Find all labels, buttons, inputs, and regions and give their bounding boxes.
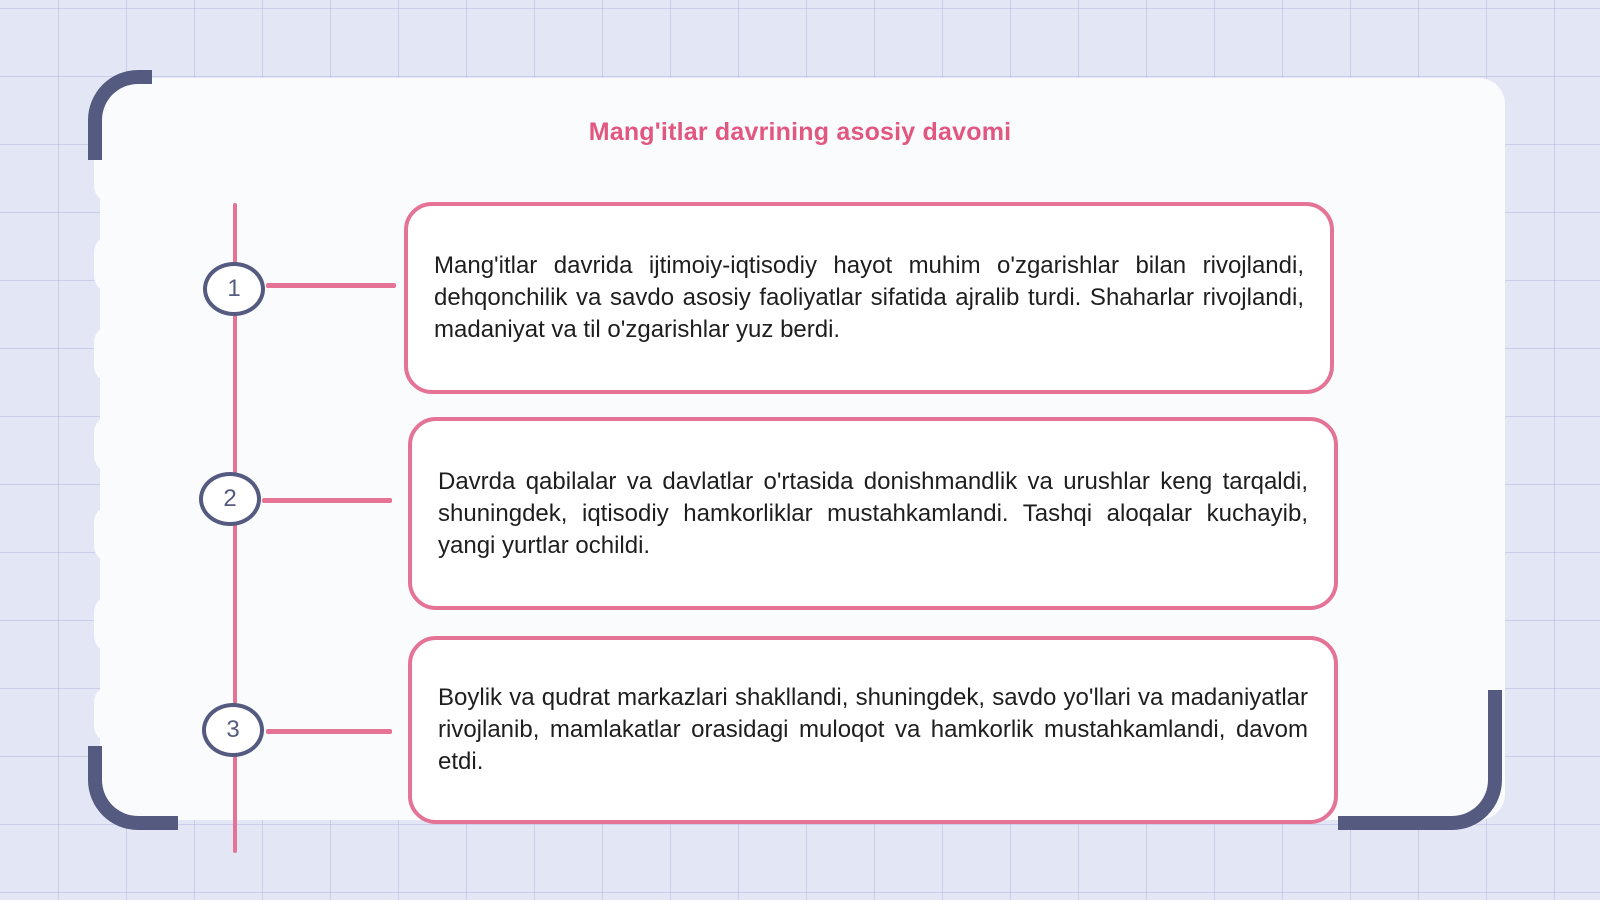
step-box-1 — [404, 202, 1334, 394]
step-text-2: Davrda qabilalar va davlatlar o'rtasida donishmandlik va urushlar keng tarqaldi, shuningdek, iqtisodiy hamkorliklar mustahkamlandi. Tashqi aloqalar kuchayib, yangi yurtlar ochildi. — [438, 467, 1308, 559]
page-scallop — [94, 596, 126, 652]
step-box-3 — [408, 636, 1338, 824]
page-scallop — [94, 236, 126, 292]
step-number-1: 1 — [203, 262, 265, 316]
connector-1 — [266, 283, 396, 288]
page-scallop — [94, 326, 126, 382]
connector-3 — [266, 729, 392, 734]
page-scallop — [94, 686, 126, 742]
page-scallop — [94, 416, 126, 472]
step-number-3: 3 — [202, 703, 264, 757]
corner-bracket-bottom-right — [1338, 690, 1502, 830]
corner-bracket-top-left — [88, 70, 152, 160]
corner-bracket-bottom-left — [88, 746, 178, 830]
connector-2 — [262, 498, 392, 503]
page-scallop — [94, 506, 126, 562]
step-number-2: 2 — [199, 472, 261, 526]
step-text-3: Boylik va qudrat markazlari shakllandi, shuningdek, savdo yo'llari va madaniyatlar rivojlanib, mamlakatlar orasidagi muloqot va hamkorlik mustahkamlandi, davom etdi. — [438, 684, 1308, 775]
slide-title: Mang'itlar davrining asosiy davomi — [588, 118, 1012, 146]
step-box-2 — [408, 417, 1338, 610]
step-text-1: Mang'itlar davrida ijtimoiy-iqtisodiy hayot muhim o'zgarishlar bilan rivojlandi, dehqonchilik va savdo asosiy faoliyatlar sifatida ajralib turdi. Shaharlar rivojlandi, madaniyat va til o'zgarishlar yuz berdi. — [434, 252, 1304, 343]
